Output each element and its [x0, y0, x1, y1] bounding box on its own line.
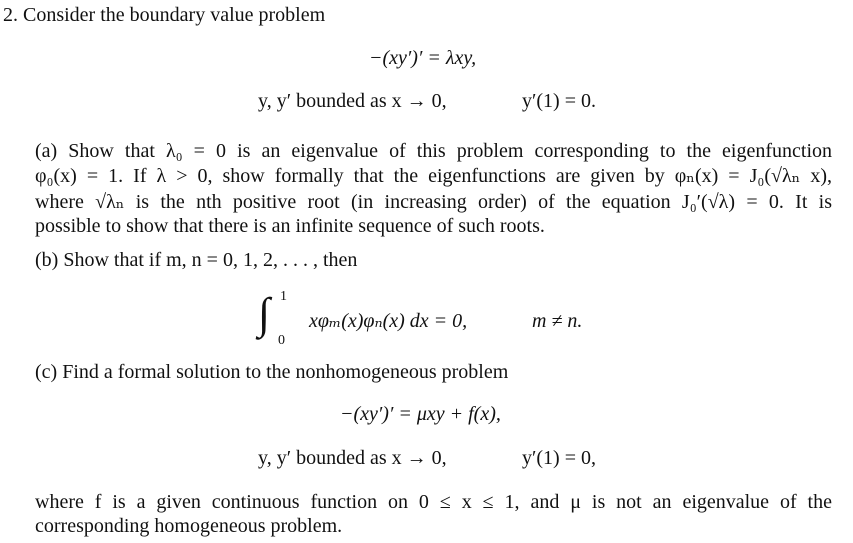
- part-a-line-1: [35, 139, 832, 163]
- part-a-label: (a): [35, 140, 58, 162]
- part-c-text: Find a formal solution to the nonhomogeneous problem: [62, 361, 509, 383]
- part-c-boundary-right: y′(1) = 0,: [522, 447, 596, 469]
- part-c-label: (c): [35, 361, 58, 383]
- orthogonality-condition: m ≠ n.: [532, 310, 583, 332]
- problem-header: [3, 3, 325, 27]
- part-a-text-1: Show that λ₀ = 0 is an eigenvalue of this problem corresponding to the eigenfunction: [68, 140, 832, 162]
- integrand: xφₘ(x)φₙ(x) dx = 0,: [309, 310, 468, 332]
- part-c-boundary-left: y, y′ bounded as x → 0,: [258, 447, 447, 469]
- integral-upper-limit: 1: [280, 289, 287, 304]
- part-a-line-3: where √λₙ is the nth positive root (in increasing order) of the equation J₀′(√λ) = 0. It is: [35, 191, 832, 213]
- boundary-condition-left: y, y′ bounded as x → 0,: [258, 90, 447, 112]
- problem-intro: Consider the boundary value problem: [23, 4, 326, 26]
- part-c-closing-line-2: corresponding homogeneous problem.: [35, 515, 343, 537]
- part-b-line: [35, 248, 357, 272]
- part-a-line-2: φ₀(x) = 1. If λ > 0, show formally that the eigenfunctions are given by φₙ(x) = J₀(√λₙ x),: [35, 165, 832, 187]
- problem-number: 2.: [3, 4, 18, 26]
- boundary-condition-right: y′(1) = 0.: [522, 90, 596, 112]
- part-a-line-4: possible to show that there is an infinite sequence of such roots.: [35, 215, 545, 237]
- integral-sign: ∫: [258, 289, 271, 338]
- part-c-closing-line-1: where f is a given continuous function on 0 ≤ x ≤ 1, and μ is not an eigenvalue of the: [35, 491, 832, 513]
- part-b-label: (b): [35, 249, 59, 271]
- nonhomogeneous-equation: −(xy′)′ = μxy + f(x),: [340, 403, 501, 425]
- part-b-text: Show that if m, n = 0, 1, 2, . . . , then: [63, 249, 358, 271]
- integral-lower-limit: 0: [278, 333, 285, 348]
- part-c-line: [35, 360, 508, 384]
- equation-main: −(xy′)′ = λxy,: [369, 47, 477, 69]
